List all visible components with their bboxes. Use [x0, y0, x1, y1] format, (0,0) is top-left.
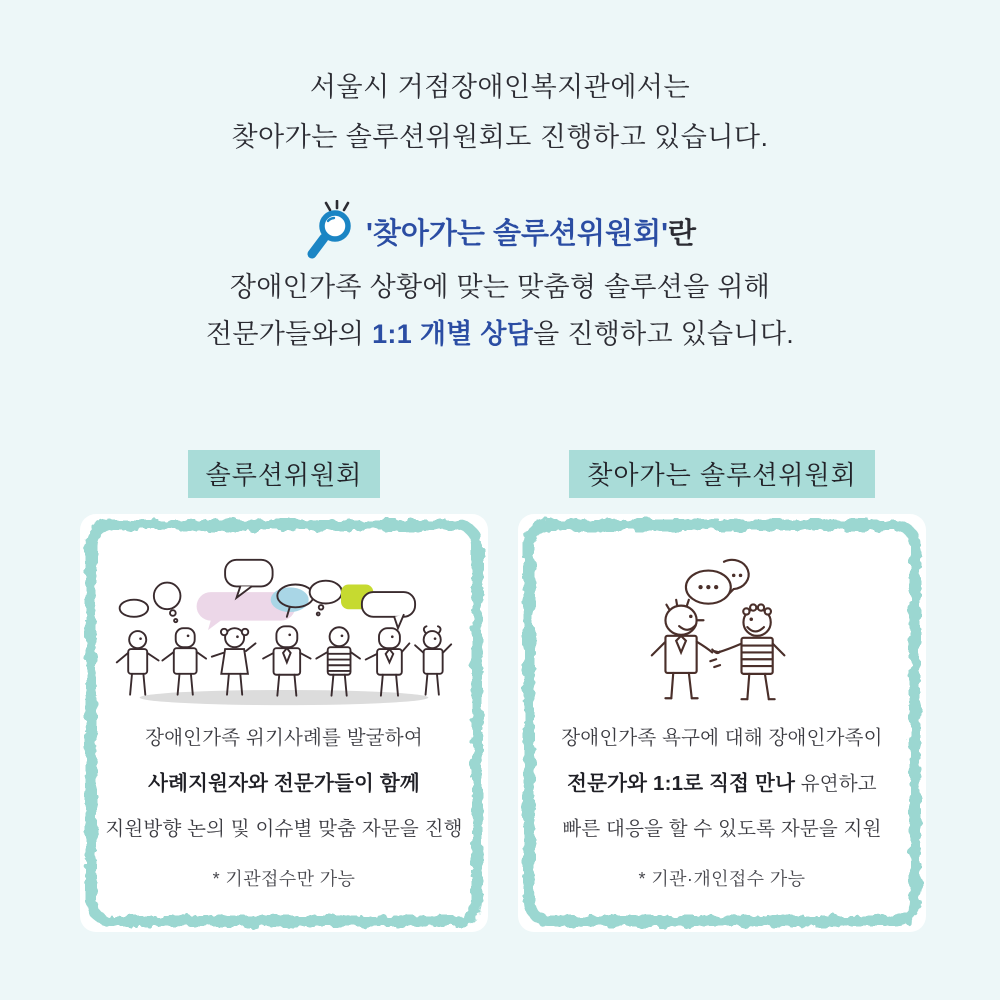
card-left-line-1: 장애인가족 위기사례를 발굴하여 — [145, 727, 423, 749]
magnifier-icon — [304, 200, 358, 262]
definition-line-1: 장애인가족 상황에 맞는 맞춤형 솔루션을 위해 — [229, 272, 771, 302]
card-right-line-1: 장애인가족 욕구에 대해 장애인가족이 — [561, 727, 883, 749]
card-right-note: * 기관·개인접수 가능 — [638, 869, 806, 889]
group-discussion-illustration — [112, 552, 456, 708]
card-left-note: * 기관접수만 가능 — [212, 869, 356, 889]
card-left-line-2: 사례지원자와 전문가들이 함께 — [148, 772, 420, 795]
intro-line-1: 서울시 거점장애인복지관에서는 — [309, 72, 691, 102]
definition-term — [366, 211, 696, 252]
card-right-line-3: 빠른 대응을 할 수 있도록 자문을 지원 — [562, 818, 882, 840]
definition-title — [0, 198, 1000, 264]
card-visiting-solution-committee — [518, 450, 926, 932]
definition-term-suffix: 란 — [667, 217, 696, 250]
card-body-left — [80, 514, 488, 932]
card-body-right — [518, 514, 926, 932]
intro-line-2: 찾아가는 솔루션위원회도 진행하고 있습니다. — [231, 122, 769, 152]
intro-section — [0, 62, 1000, 162]
definition-line-2 — [0, 311, 1000, 358]
card-header-left: 솔루션위원회 — [188, 450, 381, 498]
two-people-meeting-illustration — [608, 552, 836, 708]
definition-line-2-highlight: 1:1 개별 상담 — [372, 319, 534, 349]
card-right-line-2-bold: 전문가와 1:1로 직접 만나 — [567, 772, 796, 795]
card-right-text — [561, 716, 882, 852]
definition-term-highlight: '찾아가는 솔루션위원회' — [365, 217, 668, 250]
definition-section — [0, 198, 1000, 358]
comparison-cards — [80, 450, 925, 932]
card-left-line-3: 지원방향 논의 및 이슈별 맞춤 자문을 진행 — [105, 818, 463, 840]
definition-line-2-prefix: 전문가들와의 — [206, 319, 373, 349]
card-left-text — [105, 716, 462, 852]
card-right-line-2-rest: 유연하고 — [795, 773, 877, 795]
definition-line-2-suffix: 을 진행하고 있습니다. — [533, 319, 794, 349]
card-header-right: 찾아가는 솔루션위원회 — [569, 450, 874, 498]
card-solution-committee — [80, 450, 488, 932]
